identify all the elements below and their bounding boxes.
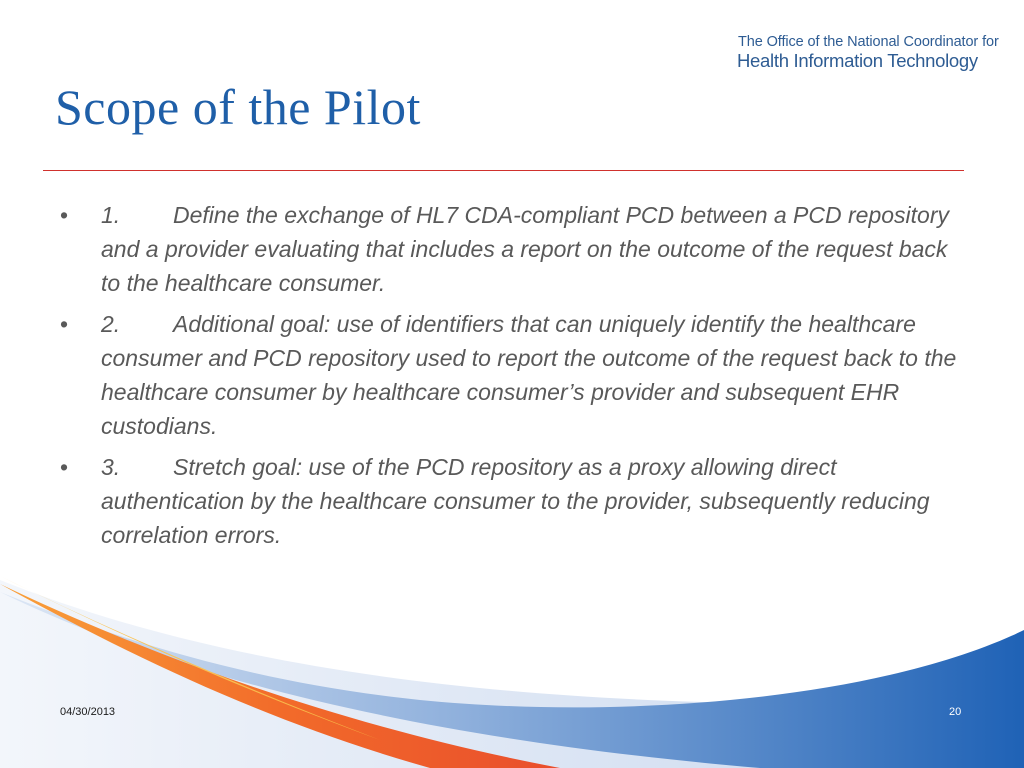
bullet-text: Stretch goal: use of the PCD repository as a proxy allowing direct authentication by the healthcare consumer to the provider, subsequently reducing correlation errors.: [101, 454, 930, 548]
title-divider: [43, 170, 964, 171]
bullet-text: Additional goal: use of identifiers that can uniquely identify the healthcare consumer and PCD repository used to report the outcome of the request back to the healthcare consumer by healthcare consumer’s provider and subsequent EHR custodians.: [101, 311, 957, 439]
logo-org-line1: The Office of the National Coordinator for: [738, 34, 999, 50]
footer-date: 04/30/2013: [60, 706, 116, 718]
bullet-text: Define the exchange of HL7 CDA-compliant PCD between a PCD repository and a provider evaluating that includes a report on the outcome of the request back to the healthcare consumer.: [101, 202, 949, 296]
slide-title: Scope of the Pilot: [55, 79, 421, 135]
logo-org-line2: Health Information Technology: [737, 50, 978, 71]
bullet-item: [60, 450, 960, 552]
bullet-item: [60, 198, 960, 300]
page-number: 20: [949, 706, 962, 718]
bullet-number: 3.: [101, 454, 121, 480]
bullet-number: 1.: [101, 202, 121, 228]
orange-blue-swoosh-icon: [0, 570, 1024, 768]
bullet-item: [60, 307, 960, 443]
bullet-dot-icon: •: [60, 202, 69, 228]
bullet-number: 2.: [101, 311, 121, 337]
bullet-list: [60, 198, 960, 559]
bullet-dot-icon: •: [60, 311, 69, 337]
bullet-dot-icon: •: [60, 454, 69, 480]
